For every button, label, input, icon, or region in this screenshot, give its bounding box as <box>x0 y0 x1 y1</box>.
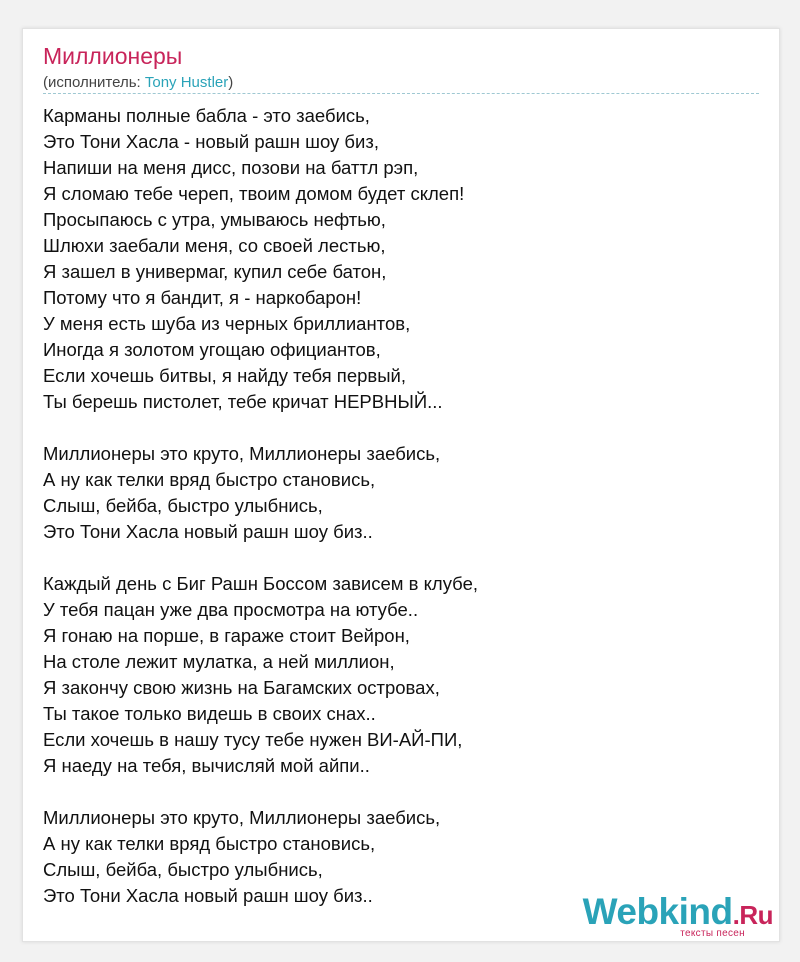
artist-prefix: (исполнитель: <box>43 74 145 91</box>
lyric-line: Я зашел в универмаг, купил себе батон, <box>43 261 387 282</box>
lyric-line: А ну как телки вряд быстро становись, <box>43 469 376 490</box>
song-title: Миллионеры <box>43 43 183 69</box>
site-logo[interactable] <box>582 891 773 939</box>
lyric-line: Это Тони Хасла новый рашн шоу биз.. <box>43 885 373 906</box>
lyric-line: Слыш, бейба, быстро улыбнись, <box>43 859 323 880</box>
lyric-line: Я гонаю на порше, в гараже стоит Вейрон, <box>43 625 410 646</box>
title-divider <box>43 93 759 94</box>
stanza-break <box>43 415 743 441</box>
lyric-line: Карманы полные бабла - это заебись, <box>43 105 370 126</box>
lyric-line: У тебя пацан уже два просмотра на ютубе.. <box>43 599 419 620</box>
lyric-line: На столе лежит мулатка, а ней миллион, <box>43 651 395 672</box>
artist-link[interactable]: Tony Hustler <box>144 74 229 91</box>
logo-main-text: Webkind <box>582 891 733 932</box>
artist-suffix: ) <box>228 74 234 91</box>
lyric-line: Миллионеры это круто, Миллионеры заебись, <box>43 443 441 464</box>
lyric-line: Потому что я бандит, я - наркобарон! <box>43 287 362 308</box>
lyric-line: У меня есть шуба из черных бриллиантов, <box>43 313 411 334</box>
lyric-line: Это Тони Хасла - новый рашн шоу биз, <box>43 131 379 152</box>
lyric-line: Я наеду на тебя, вычисляй мой айпи.. <box>43 755 370 776</box>
lyric-line: Напиши на меня дисс, позови на баттл рэп, <box>43 157 419 178</box>
lyric-line: Я сломаю тебе череп, твоим домом будет склеп! <box>43 183 465 204</box>
lyrics-card <box>22 28 780 942</box>
lyric-line: Если хочешь в нашу тусу тебе нужен ВИ-АЙ-ПИ, <box>43 729 463 750</box>
logo-tagline: тексты песен <box>680 928 745 939</box>
lyric-line: А ну как телки вряд быстро становись, <box>43 833 376 854</box>
lyric-line: Миллионеры это круто, Миллионеры заебись, <box>43 807 441 828</box>
lyric-line: Ты такое только видешь в своих снах.. <box>43 703 376 724</box>
lyrics-text <box>43 103 743 909</box>
lyric-line: Просыпаюсь с утра, умываюсь нефтью, <box>43 209 386 230</box>
lyric-line: Я закончу свою жизнь на Багамских островах, <box>43 677 440 698</box>
lyric-line: Каждый день с Биг Рашн Боссом зависем в клубе, <box>43 573 479 594</box>
lyric-line: Это Тони Хасла новый рашн шоу биз.. <box>43 521 373 542</box>
lyric-line: Слыш, бейба, быстро улыбнись, <box>43 495 323 516</box>
artist-line <box>43 74 233 91</box>
stanza-break <box>43 545 743 571</box>
lyric-line: Шлюхи заебали меня, со своей лестью, <box>43 235 386 256</box>
stanza-break <box>43 779 743 805</box>
lyric-line: Иногда я золотом угощаю официантов, <box>43 339 381 360</box>
logo-tld: .Ru <box>732 900 773 930</box>
lyric-line: Если хочешь битвы, я найду тебя первый, <box>43 365 406 386</box>
lyric-line: Ты берешь пистолет, тебе кричат НЕРВНЫЙ... <box>43 391 443 412</box>
